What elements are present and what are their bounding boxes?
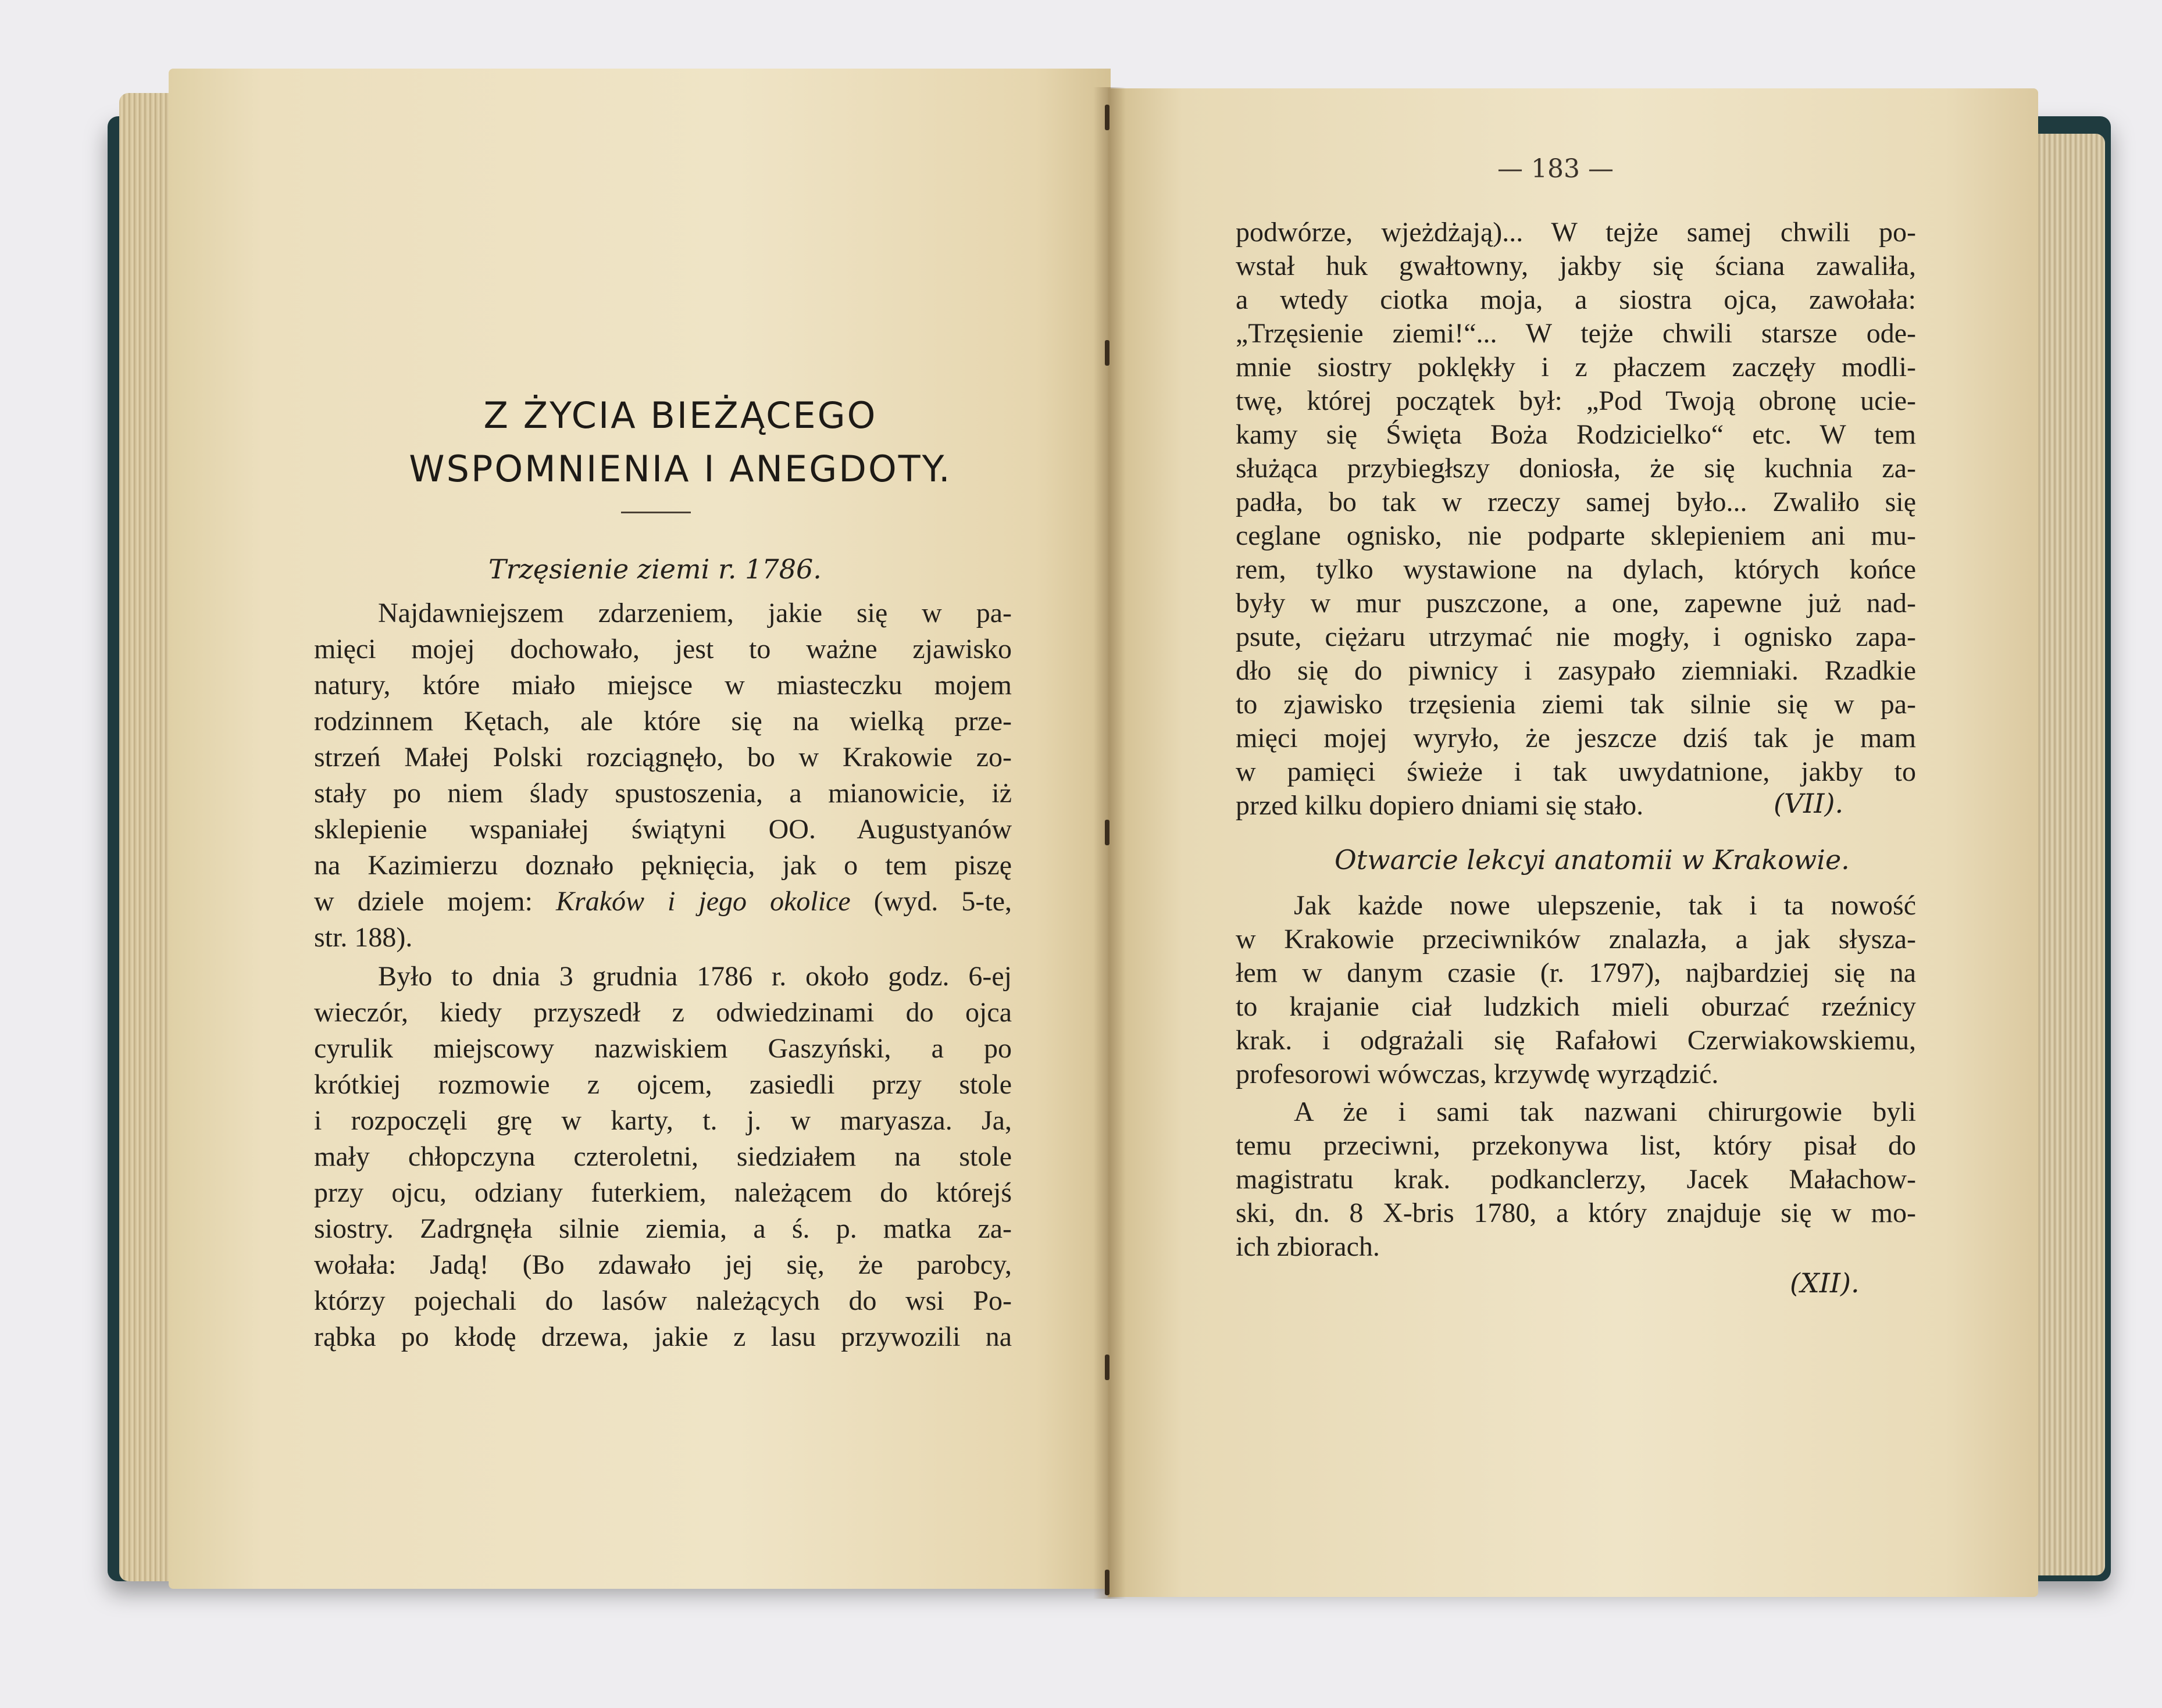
text-line: cyrulik miejscowy nazwiskiem Gaszyński, a po (314, 1033, 1012, 1064)
binding-stitch (1105, 820, 1109, 845)
chapter-title-line-1: Z ŻYCIA BIEŻĄCEGO (483, 394, 877, 437)
section-heading: Otwarcie lekcyi anatomii w Krakowie. (1335, 844, 1850, 876)
text-line: str. 188). (314, 922, 413, 953)
binding-stitch (1105, 1355, 1109, 1380)
book-gutter (1093, 87, 1126, 1599)
text-line: Było to dnia 3 grudnia 1786 r. około godz. 6-ej (378, 961, 1012, 992)
text-line: ski, dn. 8 X-bris 1780, a który znajduje się w mo- (1236, 1198, 1916, 1228)
text-line: wstał huk gwałtowny, jakby się ściana zawaliła, (1236, 251, 1916, 281)
text-line: w Krakowie przeciwników znalazła, a jak słysza- (1236, 924, 1916, 955)
text-line: były w mur puszczone, a one, zapewne już nad- (1236, 588, 1916, 619)
text-line: mięci mojej wyryło, że jeszcze dziś tak je mam (1236, 723, 1916, 753)
chapter-title-line-2: WSPOMNIENIA I ANEGDOTY. (409, 448, 952, 490)
text-line: A że i sami tak nazwani chirurgowie byli (1294, 1096, 1916, 1127)
section-heading: Trzęsienie ziemi r. 1786. (488, 553, 822, 585)
text-line: w pamięci świeże i tak uwydatnione, jakby to (1236, 756, 1916, 787)
binding-stitch (1105, 340, 1109, 366)
text-line-with-book-title (314, 884, 1012, 919)
text-line: stały po niem ślady spustoszenia, a mianowicie, iż (314, 778, 1012, 809)
text-line: natury, które miało miejsce w miasteczku mojem (314, 670, 1012, 701)
book-title-italic: Kraków i jego okolice (556, 886, 851, 917)
text-line: padła, bo tak w rzeczy samej było... Zwaliło się (1236, 487, 1916, 517)
text-line: przed kilku dopiero dniami się stało. (1236, 790, 1644, 821)
text-line: kamy się Święta Boża Rodzicielko“ etc. W tem (1236, 419, 1916, 450)
text-line: sklepienie wspaniałej świątyni OO. Augustyanów (314, 814, 1012, 845)
text-line: profesorowi wówczas, krzywdę wyrządzić. (1236, 1059, 1719, 1089)
page-number: — 183 — (1497, 154, 1614, 184)
text-line: wołała: Jadą! (Bo zdawało jej się, że parobcy, (314, 1249, 1012, 1280)
text-line: Najdawniejszem zdarzeniem, jakie się w pa- (378, 598, 1012, 628)
text-line: ceglane ognisko, nie podparte sklepieniem ani mu- (1236, 520, 1916, 551)
text-line: i rozpoczęli grę w karty, t. j. w maryasza. Ja, (314, 1105, 1012, 1136)
text-line: mały chłopczyna czteroletni, siedziałem na stole (314, 1141, 1012, 1172)
text-fragment: (wyd. 5-te, (873, 886, 1012, 917)
text-line: mięci mojej dochowało, jest to ważne zjawisko (314, 634, 1012, 664)
text-line: służąca przybiegłszy doniosła, że się kuchnia za- (1236, 453, 1916, 484)
text-line: psute, ciężaru utrzymać nie mogły, i ognisko zapa- (1236, 621, 1916, 652)
text-line: rąbka po kłodę drzewa, jakie z lasu przywozili na (314, 1321, 1012, 1352)
text-line: przy ojcu, odziany futerkiem, należącem do którejś (314, 1177, 1012, 1208)
source-signature: (XII). (1790, 1267, 1860, 1299)
text-line: strzeń Małej Polski rozciągnęło, bo w Krakowie zo- (314, 742, 1012, 773)
text-line: na Kazimierzu doznało pęknięcia, jak o tem piszę (314, 850, 1012, 881)
text-line: twę, której początek był: „Pod Twoją obronę ucie- (1236, 385, 1916, 416)
text-line: to zjawisko trzęsienia ziemi tak silnie się w pa- (1236, 689, 1916, 720)
source-signature: (VII). (1774, 788, 1844, 819)
text-line: rodzinnem Kętach, ale które się na wielką prze- (314, 706, 1012, 737)
text-line: krótkiej rozmowie z ojcem, zasiedli przy stole (314, 1069, 1012, 1100)
binding-stitch (1105, 105, 1109, 130)
text-line: którzy pojechali do lasów należących do wsi Po- (314, 1285, 1012, 1316)
text-line: to krajanie ciał ludzkich mieli oburzać rzeźnicy (1236, 991, 1916, 1022)
text-line: krak. i odgrażali się Rafałowi Czerwiakowskiemu, (1236, 1025, 1916, 1056)
text-line: siostry. Zadrgnęła silnie ziemia, a ś. p. matka za- (314, 1213, 1012, 1244)
text-line: Jak każde nowe ulepszenie, tak i ta nowość (1294, 890, 1916, 921)
text-fragment: w dziele mojem: (314, 886, 533, 917)
text-line: a wtedy ciotka moja, a siostra ojca, zawołała: (1236, 284, 1916, 315)
text-line: temu przeciwni, przekonywa list, który pisał do (1236, 1130, 1916, 1161)
text-line: wieczór, kiedy przyszedł z odwiedzinami do ojca (314, 997, 1012, 1028)
text-line: magistratu krak. podkanclerzy, Jacek Małachow- (1236, 1164, 1916, 1195)
text-line: podwórze, wjeżdżają)... W tejże samej chwili po- (1236, 217, 1916, 248)
text-line: łem w danym czasie (r. 1797), najbardziej się na (1236, 957, 1916, 988)
text-line: rem, tylko wystawione na dylach, których końce (1236, 554, 1916, 585)
text-line: mnie siostry poklękły i z płaczem zaczęły modli- (1236, 352, 1916, 383)
text-line: dło się do piwnicy i zasypało ziemniaki. Rzadkie (1236, 655, 1916, 686)
text-line: „Trzęsienie ziemi!“... W tejże chwili starsze ode- (1236, 318, 1916, 349)
text-line: ich zbiorach. (1236, 1231, 1380, 1262)
title-rule (621, 512, 691, 513)
binding-stitch (1105, 1570, 1109, 1595)
